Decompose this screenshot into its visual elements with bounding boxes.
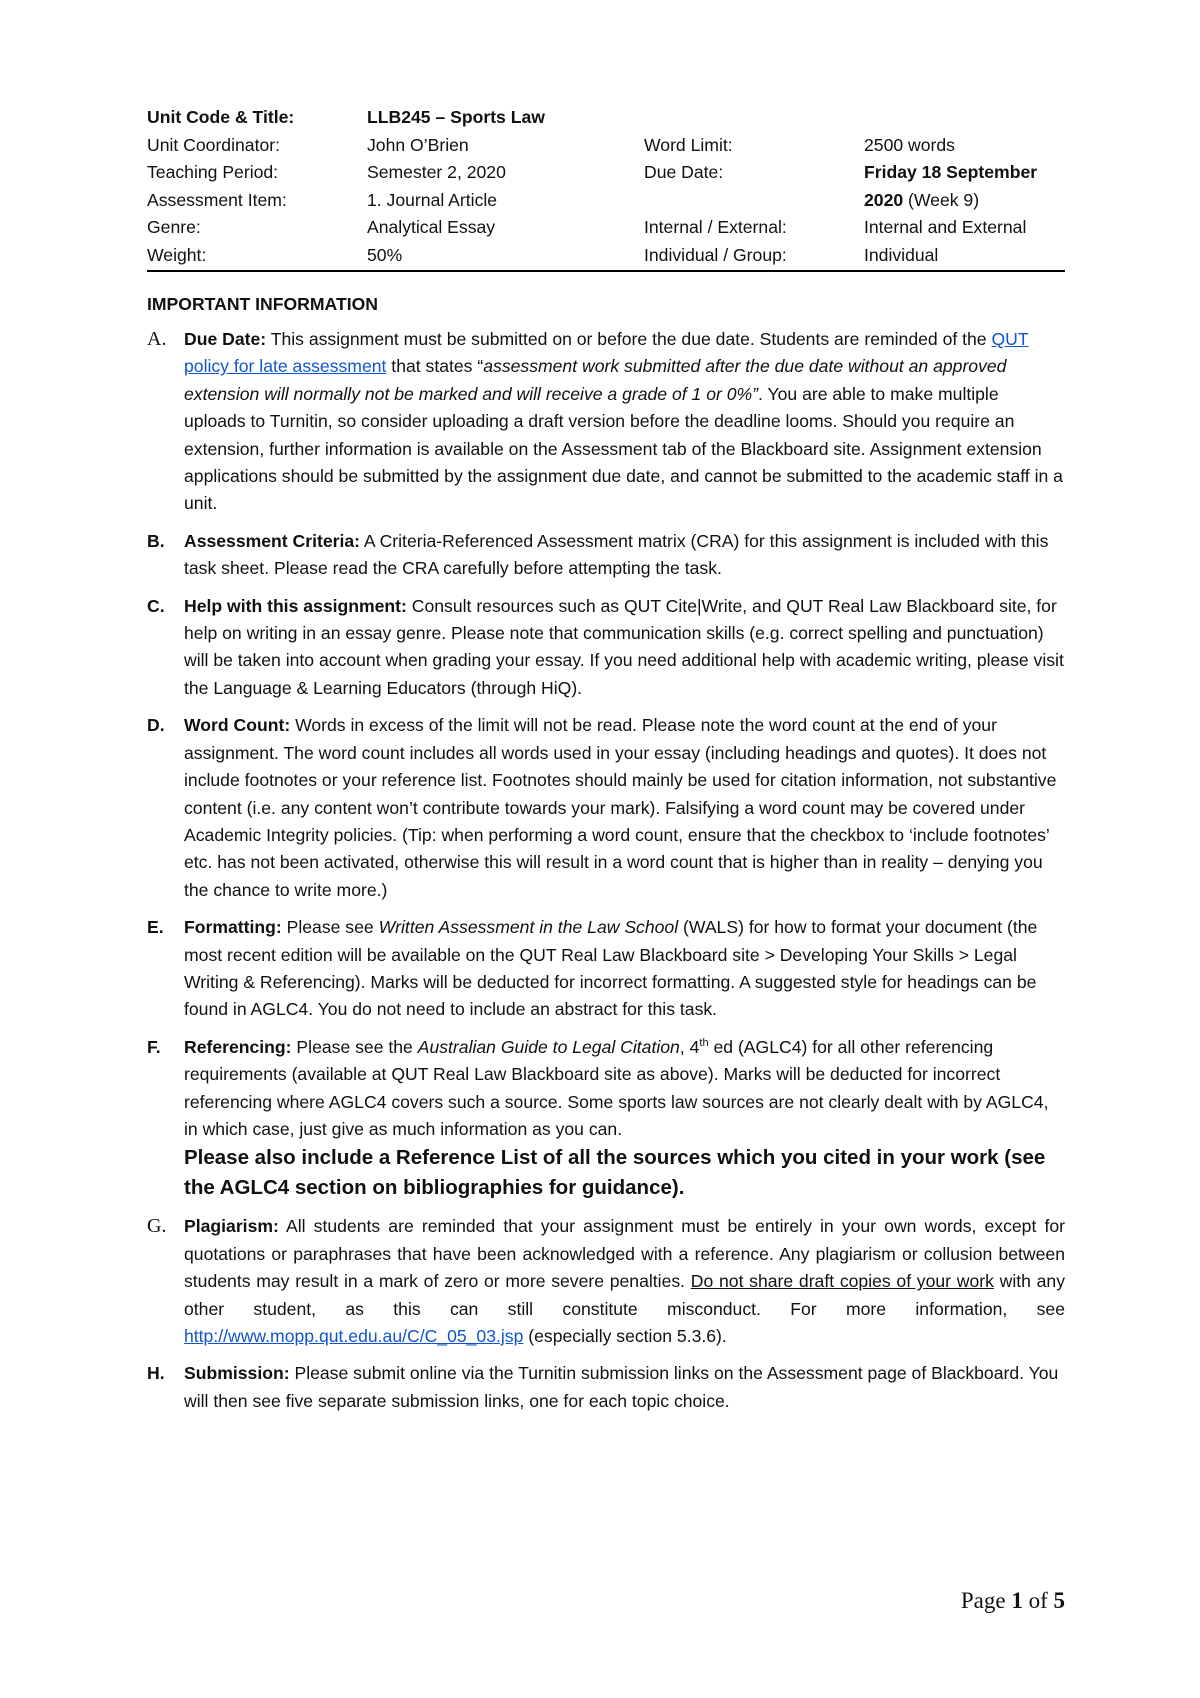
item-lead: Help with this assignment: <box>184 595 407 616</box>
label-genre: Genre: <box>147 217 201 237</box>
late-assessment-policy-link[interactable]: QUT policy for late assessment <box>184 329 1029 377</box>
item-plagiarism <box>147 1213 1065 1350</box>
value-genre: Analytical Essay <box>367 217 496 237</box>
reference-list-note: Please also include a Reference List of all the sources which you cited in your work (see the AGLC4 section on bibliographies for guidance). <box>184 1146 1046 1200</box>
total-pages: 5 <box>1053 1588 1065 1613</box>
item-formatting <box>147 914 1065 1024</box>
text-span: (WALS) for how to format your document (the most recent edition will be available on the QUT Real Law Blackboard site > Developing Your Skills > Legal Writing & Referencing). Marks will be deducted for incorrect formatting. A suggested style for headings can be found in AGLC4. You do not need to include an abstract for this task. <box>184 917 1038 1020</box>
label-individual-group: Individual / Group: <box>644 244 787 265</box>
item-lead: Due Date: <box>184 329 267 349</box>
text-span: , 4 <box>679 1036 700 1057</box>
text-span: Please submit online via the Turnitin submission links on the Assessment page of Blackboard. You will then see five separate submission links, one for each topic choice. <box>184 1363 1059 1411</box>
no-sharing-warning: Do not share draft copies of your work <box>690 1271 994 1292</box>
text-span: that states “ <box>386 356 484 377</box>
label-word-limit: Word Limit: <box>644 134 733 155</box>
item-text <box>184 712 1065 904</box>
item-lead: Plagiarism: <box>184 1216 279 1237</box>
superscript: th <box>699 1036 709 1049</box>
item-submission <box>147 1360 1065 1415</box>
item-letter: B. <box>147 530 165 551</box>
value-due-date: Friday 18 September <box>864 162 1038 182</box>
value-unit-coordinator: John O’Brien <box>367 134 469 155</box>
item-lead: Referencing: <box>184 1036 292 1057</box>
text-span: ed (AGLC4) for all other referencing requirements (available at QUT Real Law Blackboard site as above). Marks will be deducted for incorrect referencing where AGLC4 covers such a source. Some sports law sources are not clearly dealt with by AGLC4, in which case, just give as much information as you can. <box>184 1036 1049 1139</box>
item-text <box>184 1034 1065 1144</box>
table-row <box>147 104 1065 132</box>
item-text <box>184 593 1065 703</box>
item-text <box>184 326 1065 518</box>
item-lead: Assessment Criteria: <box>184 530 361 551</box>
wals-title: Written Assessment in the Law School <box>378 917 679 938</box>
label-empty <box>644 187 864 215</box>
text-span: with any other student, as this can still constitute misconduct. For more information, see <box>184 1271 1066 1319</box>
page-number <box>961 1588 1065 1614</box>
due-week: (Week 9) <box>903 189 980 210</box>
text-span: Words in excess of the limit will not be read. Please note the word count at the end of your assignment. The word count includes all words used in your essay (including headings and quotes). It does not include footnotes or your reference list. Footnotes should mainly be used for citation information, not substantive content (i.e. any content won’t contribute towards your mark). Falsifying a word count may be covered under Academic Integrity policies. (Tip: when performing a word count, ensure that the checkbox to ‘include footnotes’ etc. has not been activated, otherwise this will result in a word count that is higher than in reality – denying you the chance to write more.) <box>184 715 1057 900</box>
header-divider <box>147 270 1065 272</box>
table-row <box>147 159 1065 187</box>
table-row <box>147 187 1065 215</box>
policy-quote: assessment work submitted after the due date without an approved extension will normally not be marked and will receive a grade of 1 or 0%” <box>184 356 1007 404</box>
item-lead: Formatting: <box>184 917 282 938</box>
value-unit-code: LLB245 – Sports Law <box>367 107 545 127</box>
table-row <box>147 214 1065 242</box>
aglc-title: Australian Guide to Legal Citation <box>417 1036 680 1057</box>
value-teaching-period: Semester 2, 2020 <box>367 162 506 182</box>
label-due-date: Due Date: <box>644 162 724 182</box>
text-span: Please see the <box>291 1036 418 1057</box>
item-lead: Word Count: <box>184 715 291 736</box>
value-assessment-item: 1. Journal Article <box>367 189 498 210</box>
item-text <box>184 1360 1065 1415</box>
item-letter: A. <box>147 328 167 350</box>
mopp-link[interactable]: http://www.mopp.qut.edu.au/C/C_05_03.jsp <box>184 1326 524 1346</box>
current-page: 1 <box>1011 1588 1023 1613</box>
table-row <box>147 242 1065 270</box>
item-text <box>184 528 1065 583</box>
label-weight: Weight: <box>147 244 207 265</box>
item-referencing <box>147 1034 1065 1204</box>
unit-details-table <box>147 104 1065 269</box>
text-span: All students are reminded that your assignment must be entirely in your own words, except for quotations or paraphrases that have been acknowledged with a reference. Any plagiarism or collusion between students may result in a mark of zero or more severe penalties. <box>184 1216 1065 1292</box>
item-assessment-criteria <box>147 528 1065 583</box>
label-unit-code: Unit Code & Title: <box>147 107 295 127</box>
item-lead: Submission: <box>184 1363 290 1384</box>
item-word-count <box>147 712 1065 904</box>
value-due-date-continued <box>864 187 1065 215</box>
section-title: IMPORTANT INFORMATION <box>147 294 378 314</box>
text-span: (especially section 5.3.6). <box>523 1326 727 1346</box>
item-letter: D. <box>147 715 165 736</box>
of-word: of <box>1022 1588 1054 1613</box>
text-span: Please see <box>281 917 379 938</box>
text-span: This assignment must be submitted on or before the due date. Students are reminded of the <box>266 329 992 349</box>
value-internal-external: Internal and External <box>864 217 1027 237</box>
item-letter: E. <box>147 917 164 938</box>
label-unit-coordinator: Unit Coordinator: <box>147 134 280 155</box>
text-span: . You are able to make multiple uploads to Turnitin, so consider uploading a draft version before the deadline looms. Should you require an extension, further information is available on the Assessment tab of the Blackboard site. Assignment extension applications should be submitted by the assignment due date, and cannot be submitted to the academic staff in a unit. <box>184 383 1063 514</box>
value-empty <box>864 104 1065 132</box>
page-word: Page <box>960 1588 1012 1613</box>
item-letter: C. <box>147 595 165 616</box>
text-span: A Criteria-Referenced Assessment matrix (CRA) for this assignment is included with this task sheet. Please read the CRA carefully before attempting the task. <box>184 530 1049 579</box>
item-letter: H. <box>147 1363 165 1384</box>
value-word-limit: 2500 words <box>864 134 955 155</box>
item-text <box>184 1213 1065 1350</box>
item-help <box>147 593 1065 703</box>
due-year: 2020 <box>864 189 904 210</box>
value-weight: 50% <box>367 244 403 265</box>
content <box>147 104 1065 1415</box>
label-teaching-period: Teaching Period: <box>147 162 279 182</box>
item-due-date <box>147 326 1065 518</box>
table-row <box>147 132 1065 160</box>
item-letter: G. <box>147 1215 167 1238</box>
item-text <box>184 914 1065 1024</box>
label-assessment-item: Assessment Item: <box>147 189 287 210</box>
item-letter: F. <box>147 1036 161 1057</box>
value-individual-group: Individual <box>864 244 939 265</box>
text-span: Consult resources such as QUT Cite|Write, and QUT Real Law Blackboard site, for help on writing in an essay genre. Please note that communication skills (e.g. correct spelling and punctuation) will be taken into account when grading your essay. If you need additional help with academic writing, please visit the Language & Learning Educators (through HiQ). <box>184 595 1064 698</box>
label-internal-external: Internal / External: <box>644 217 787 237</box>
label-empty <box>644 104 864 132</box>
